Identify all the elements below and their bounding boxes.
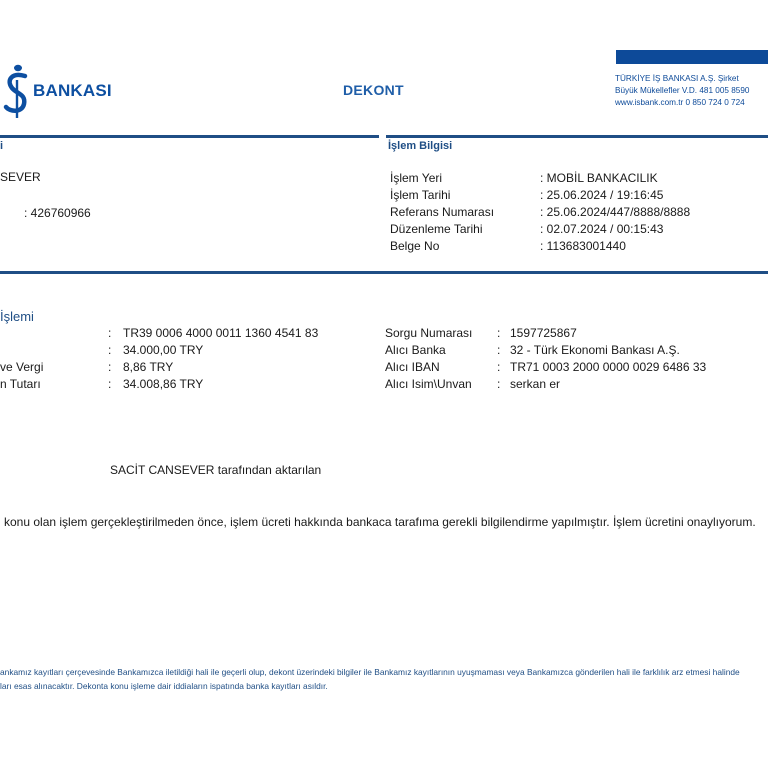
logo-wordmark: BANKASI	[33, 81, 112, 100]
referans-numarasi-value: : 25.06.2024/447/8888/8888	[540, 205, 691, 219]
alici-iban-label: Alıcı IBAN	[385, 360, 440, 374]
customer-number: : 426760966	[24, 206, 91, 220]
fee-value: 8,86 TRY	[123, 360, 174, 374]
total-colon: :	[108, 377, 112, 391]
fee-consent-statement: konu olan işlem gerçekleştirilmeden önce, işlem ücreti hakkında bankaca tarafıma gerekli bilgilendirme yapılmıştır. İşlem ücretini onaylıyorum.	[4, 515, 756, 529]
islem-yeri-label: İşlem Yeri	[390, 171, 443, 185]
sorgu-colon: :	[497, 326, 501, 340]
islem-tarihi-value: : 25.06.2024 / 19:16:45	[540, 188, 664, 202]
alici-iban-value: TR71 0003 2000 0000 0029 6486 33	[510, 360, 707, 374]
islem-tarihi-label: İşlem Tarihi	[390, 188, 451, 202]
sender-iban-colon: :	[108, 326, 112, 340]
islem-yeri-value: : MOBİL BANKACILIK	[540, 171, 658, 185]
sorgu-numarasi-label: Sorgu Numarası	[385, 326, 473, 340]
transfer-section-title: İşlemi	[0, 309, 34, 324]
fee-label: ve Vergi	[0, 360, 44, 374]
total-value: 34.008,86 TRY	[123, 377, 204, 391]
alici-isim-label: Alıcı Isim\Unvan	[385, 377, 472, 391]
right-section-rule	[386, 135, 768, 138]
alici-banka-label: Alıcı Banka	[385, 343, 446, 357]
duzenleme-tarihi-value: : 02.07.2024 / 00:15:43	[540, 222, 664, 236]
alici-isim-value: serkan er	[510, 377, 561, 391]
company-line-3: www.isbank.com.tr 0 850 724 0 724	[615, 98, 745, 107]
fee-colon: :	[108, 360, 112, 374]
duzenleme-tarihi-label: Düzenleme Tarihi	[390, 222, 483, 236]
customer-name: SEVER	[0, 170, 41, 184]
alici-isim-colon: :	[497, 377, 501, 391]
isbank-logo	[2, 62, 112, 120]
section-divider	[0, 271, 768, 274]
amount-value: 34.000,00 TRY	[123, 343, 204, 357]
transfer-description: SACİT CANSEVER tarafından aktarılan	[110, 463, 322, 477]
alici-iban-colon: :	[497, 360, 501, 374]
footer-note-line-2: ları esas alınacaktır. Dekonta konu işleme dair iddiaların ispatında banka kayıtları asıldır.	[0, 681, 328, 691]
header-accent-bar	[616, 50, 768, 64]
belge-no-value: : 113683001440	[540, 239, 626, 253]
sender-iban: TR39 0006 4000 0011 1360 4541 83	[123, 326, 319, 340]
amount-colon: :	[108, 343, 112, 357]
document-title: DEKONT	[343, 82, 404, 98]
total-label: n Tutarı	[0, 377, 41, 391]
company-line-2: Büyük Mükellefler V.D. 481 005 8590	[615, 86, 750, 95]
sorgu-numarasi-value: 1597725867	[510, 326, 577, 340]
isbank-s-logo-icon	[2, 62, 32, 120]
belge-no-label: Belge No	[390, 239, 440, 253]
alici-banka-value: 32 - Türk Ekonomi Bankası A.Ş.	[510, 343, 680, 357]
left-section-rule	[0, 135, 379, 138]
alici-banka-colon: :	[497, 343, 501, 357]
footer-note-line-1: ankamız kayıtları çerçevesinde Bankamızca iletildiği hali ile geçerli olup, dekont üzerindeki bilgiler ile Bankamız kayıtlarının uyuşmaması veya Bankamızca gönderilen hali ile farklılık arz etmesi halinde	[0, 667, 740, 677]
company-line-1: TÜRKİYE İŞ BANKASI A.Ş. Şirket	[615, 74, 739, 83]
islem-bilgisi-heading: İşlem Bilgisi	[388, 140, 453, 152]
left-section-heading: i	[0, 140, 4, 152]
referans-numarasi-label: Referans Numarası	[390, 205, 495, 219]
